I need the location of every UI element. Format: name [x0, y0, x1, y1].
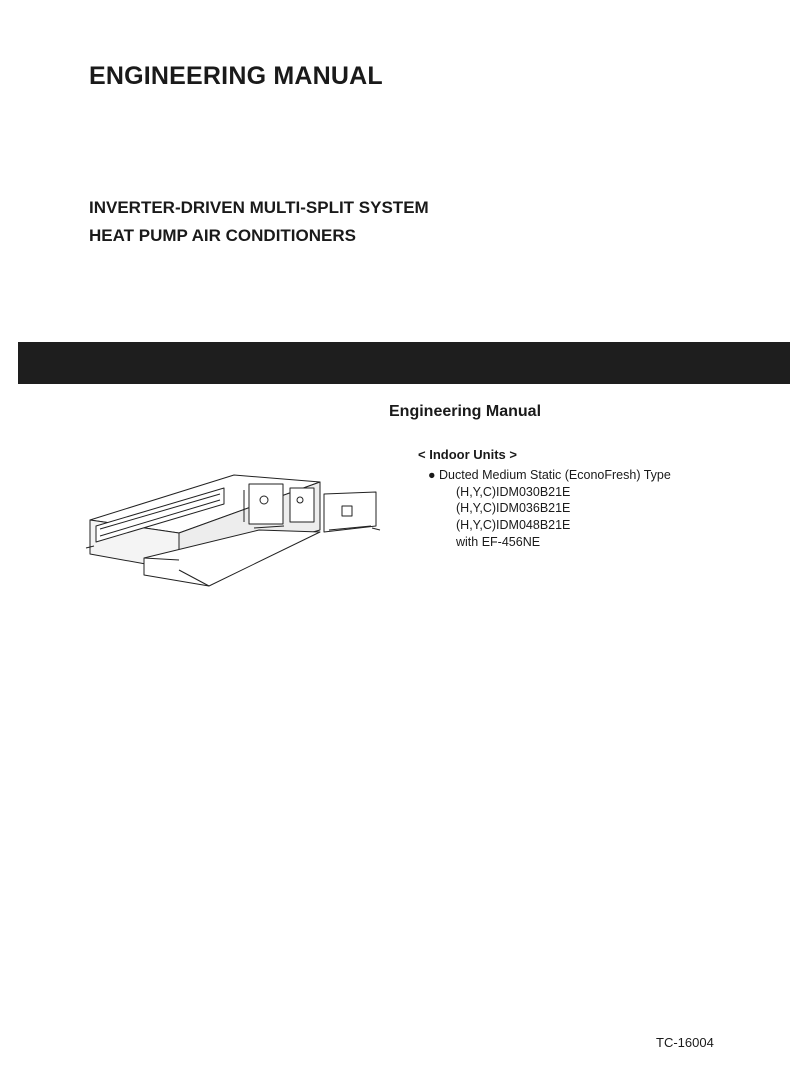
model-line-accessory: with EF-456NE [456, 535, 541, 549]
model-line: (H,Y,C)IDM036B21E [456, 501, 571, 515]
black-banner [18, 342, 790, 384]
document-title: ENGINEERING MANUAL [89, 62, 383, 90]
indoor-units-heading: < Indoor Units > [418, 447, 517, 462]
unit-type-bullet: ● Ducted Medium Static (EconoFresh) Type [428, 468, 671, 482]
model-line: (H,Y,C)IDM030B21E [456, 485, 571, 499]
subtitle-line-1: INVERTER-DRIVEN MULTI-SPLIT SYSTEM [89, 198, 429, 217]
model-line: (H,Y,C)IDM048B21E [456, 518, 571, 532]
section-heading: Engineering Manual [389, 403, 542, 420]
subtitle-line-2: HEAT PUMP AIR CONDITIONERS [89, 226, 356, 245]
document-code: TC-16004 [656, 1035, 714, 1050]
ducted-indoor-unit-drawing-icon [84, 470, 384, 590]
